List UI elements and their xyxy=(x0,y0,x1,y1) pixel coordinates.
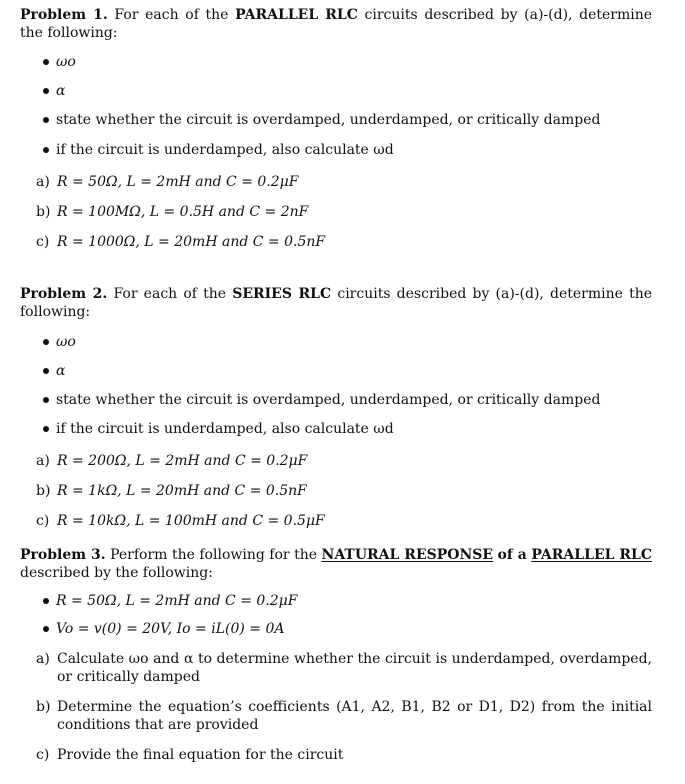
item-label: b) xyxy=(36,483,51,499)
problem-1-bullet: state whether the circuit is overdamped, underdamped, or critically damped xyxy=(20,111,652,129)
item-label: b) xyxy=(36,699,51,715)
problem-1-heading xyxy=(20,6,652,42)
problem-2-item xyxy=(20,452,652,470)
problem-2 xyxy=(20,285,652,530)
item-label: b) xyxy=(36,204,51,220)
item-text: Calculate ωo and α to determine whether the circuit is underdamped, overdamped, or critically damped xyxy=(57,651,652,685)
problem-1-item xyxy=(20,173,652,191)
item-label: a) xyxy=(36,453,50,469)
problem-3-bullet: R = 50Ω, L = 2mH and C = 0.2μF xyxy=(20,592,652,610)
item-label: c) xyxy=(36,747,50,763)
problem-2-items xyxy=(20,452,652,530)
problem-1-bullets xyxy=(20,53,652,159)
item-text: R = 1kΩ, L = 20mH and C = 0.5nF xyxy=(57,483,307,499)
problem-2-item xyxy=(20,512,652,530)
problem-3-response-type: NATURAL RESPONSE xyxy=(321,547,494,563)
item-label: c) xyxy=(36,234,50,250)
problem-2-item xyxy=(20,482,652,500)
item-label: c) xyxy=(36,513,50,529)
problem-3-item xyxy=(20,698,652,734)
item-text: R = 50Ω, L = 2mH and C = 0.2μF xyxy=(57,174,299,190)
problem-2-intro-a: For each of the xyxy=(113,286,227,302)
item-text: Determine the equation’s coefficients (A1, A2, B1, B2 or D1, D2) from the initial conditions that are provided xyxy=(57,699,652,733)
item-label: a) xyxy=(36,651,50,667)
problem-1-item xyxy=(20,203,652,221)
problem-1-item xyxy=(20,233,652,251)
problem-1-bullet: ωo xyxy=(20,53,652,71)
problem-3-item xyxy=(20,746,652,764)
item-text: R = 10kΩ, L = 100mH and C = 0.5μF xyxy=(57,513,325,529)
problem-3-label: Problem 3. xyxy=(20,547,106,563)
problem-2-bullets xyxy=(20,333,652,438)
item-text: R = 200Ω, L = 2mH and C = 0.2μF xyxy=(57,453,308,469)
problem-2-heading xyxy=(20,285,652,321)
problem-2-label: Problem 2. xyxy=(20,286,108,302)
problem-1-circuit-type: PARALLEL RLC xyxy=(235,7,358,23)
problem-3-circuit-type: PARALLEL RLC xyxy=(531,547,653,563)
problem-3-intro-a: Perform the following for the xyxy=(110,547,318,563)
problem-1-intro-a: For each of the xyxy=(114,7,229,23)
item-text: R = 100MΩ, L = 0.5H and C = 2nF xyxy=(57,204,309,220)
problem-3-items xyxy=(20,650,652,764)
problem-3-intro-of: of a xyxy=(497,547,527,563)
problem-3 xyxy=(20,546,652,764)
problem-3-bullet: Vo = v(0) = 20V, Io = iL(0) = 0A xyxy=(20,620,652,638)
problem-2-bullet: ωo xyxy=(20,333,652,351)
problem-1-intro-b: circuits described by (a)-(d), determine the following: xyxy=(20,7,653,41)
item-text: Provide the final equation for the circuit xyxy=(57,747,344,763)
problem-2-bullet: state whether the circuit is overdamped, underdamped, or critically damped xyxy=(20,391,652,409)
problem-1-items xyxy=(20,173,652,251)
problem-1-label: Problem 1. xyxy=(20,7,108,23)
problem-2-circuit-type: SERIES RLC xyxy=(232,286,332,302)
item-label: a) xyxy=(36,174,50,190)
problem-3-heading xyxy=(20,546,652,582)
problem-1 xyxy=(20,6,652,251)
problem-1-bullet: α xyxy=(20,82,652,100)
problem-3-intro-b: described by the following: xyxy=(20,565,213,581)
problem-2-intro-b: circuits described by (a)-(d), determine the following: xyxy=(20,286,653,320)
problem-1-bullet: if the circuit is underdamped, also calculate ωd xyxy=(20,141,652,159)
problem-2-bullet: if the circuit is underdamped, also calculate ωd xyxy=(20,420,652,438)
problem-2-bullet: α xyxy=(20,362,652,380)
item-text: R = 1000Ω, L = 20mH and C = 0.5nF xyxy=(57,234,326,250)
problem-3-bullets xyxy=(20,592,652,638)
problem-3-item xyxy=(20,650,652,686)
